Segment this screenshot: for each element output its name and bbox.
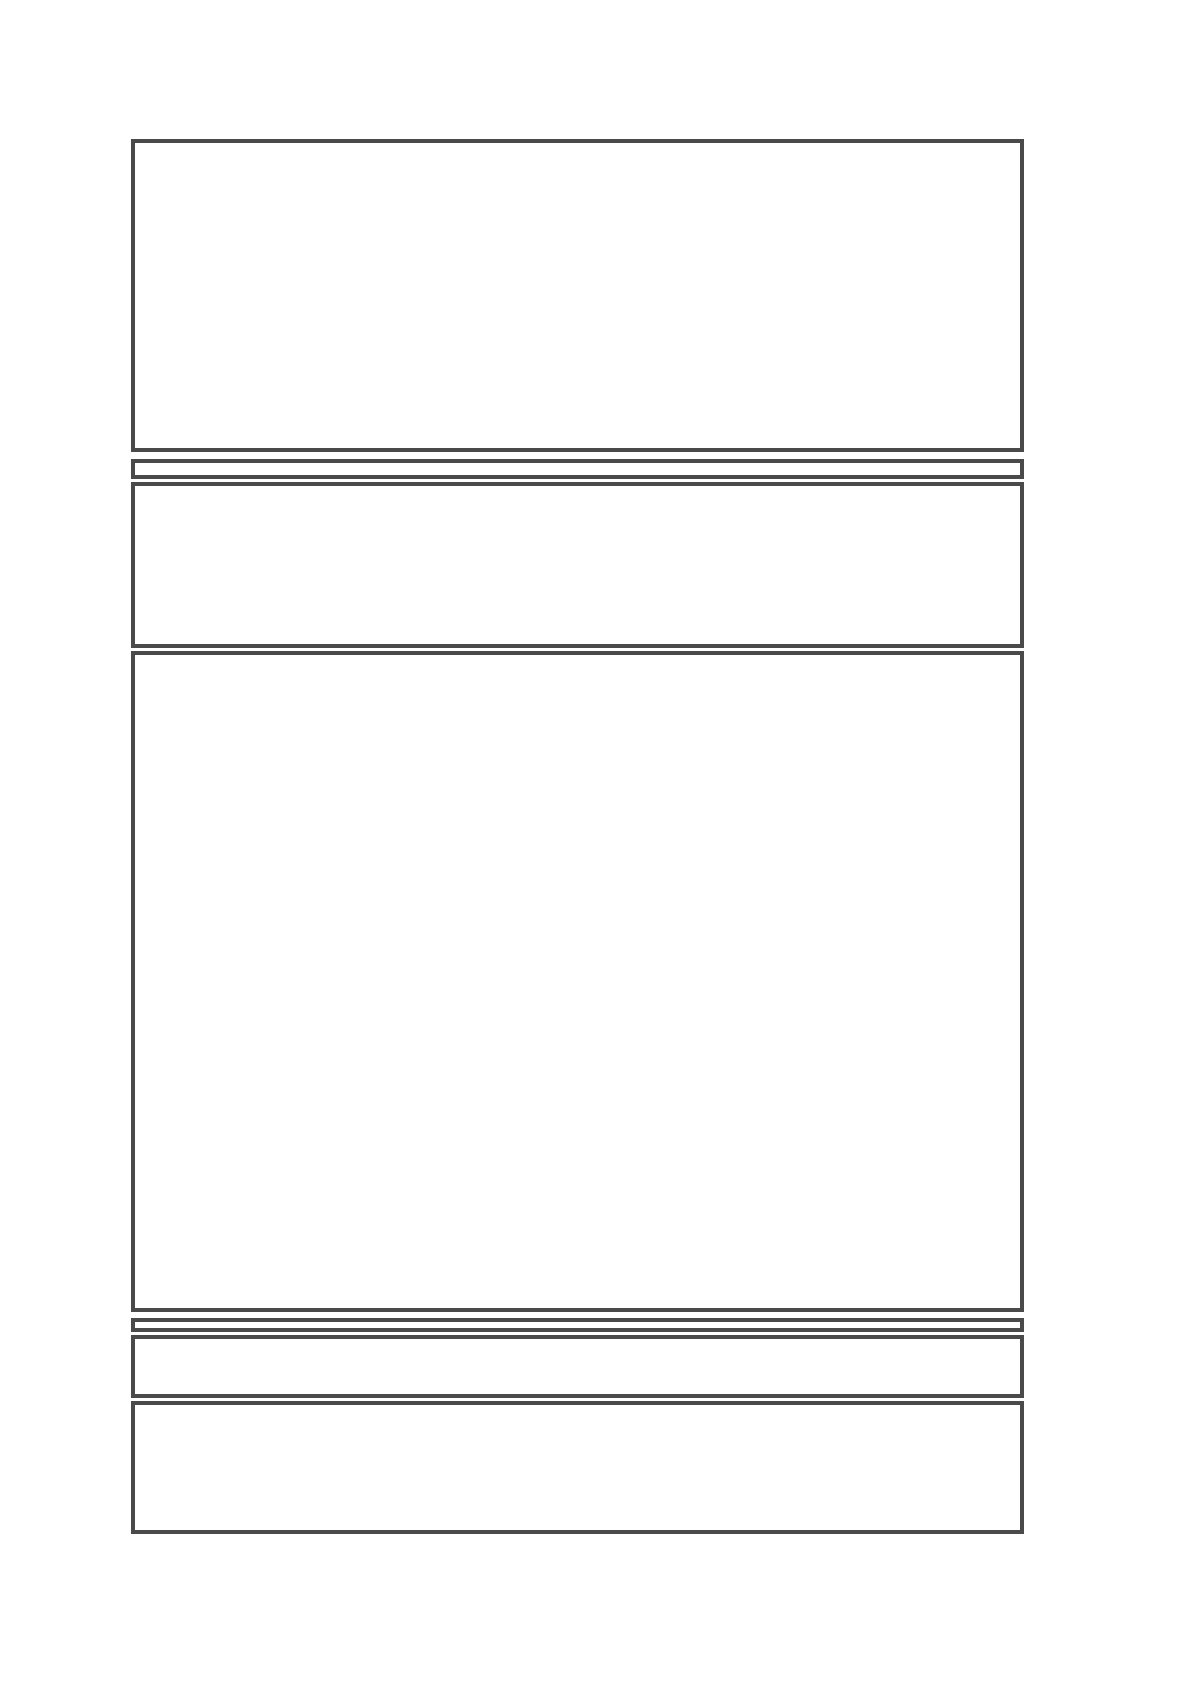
- paragraph: [135, 486, 1020, 490]
- text-box-1: [131, 139, 1024, 452]
- numbered-list: [135, 1405, 1020, 1433]
- text-box-5: [131, 1401, 1024, 1534]
- numbered-list: [135, 665, 1020, 691]
- text-box-3: [131, 651, 1024, 1312]
- paragraph: [135, 1339, 1020, 1341]
- heading-box-1: [131, 459, 1024, 479]
- box-subtitle: [135, 655, 1020, 665]
- document-page: [131, 139, 1024, 1534]
- text-box-4: [131, 1335, 1024, 1398]
- numbered-list: [135, 143, 1020, 149]
- heading-box-2: [131, 1318, 1024, 1332]
- text-box-2: [131, 482, 1024, 648]
